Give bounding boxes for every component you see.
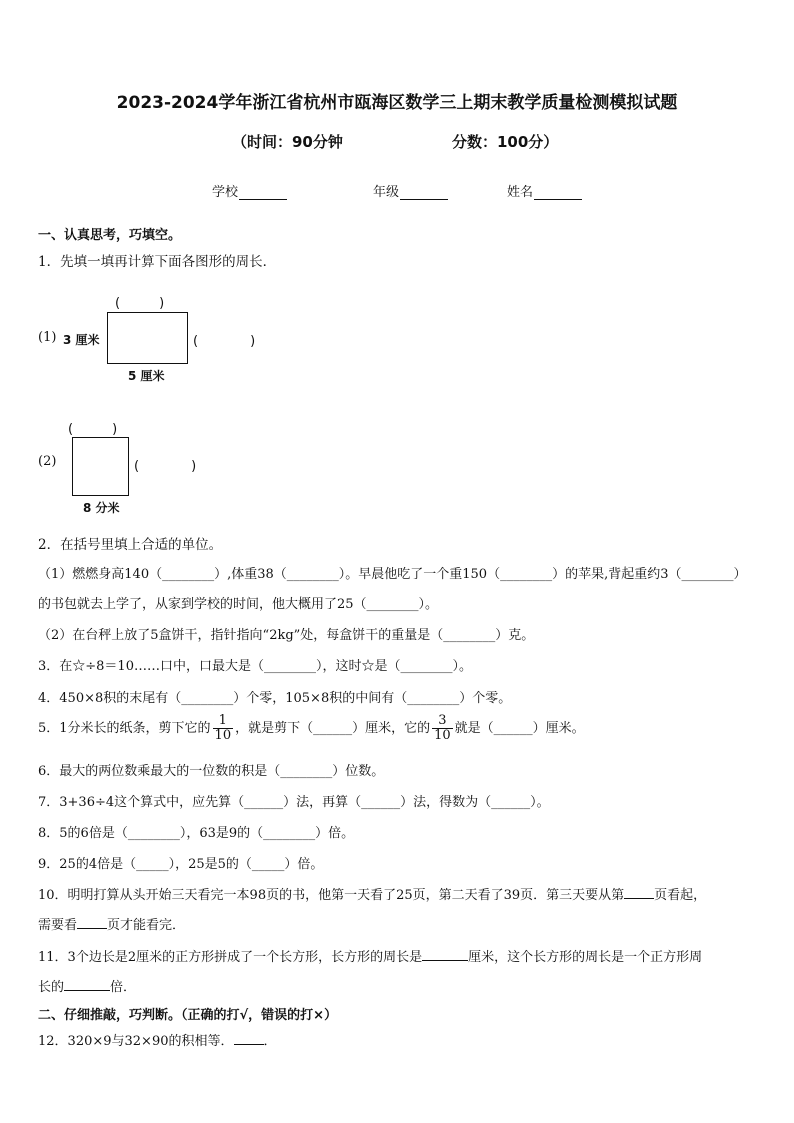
fraction1-numerator: 1: [213, 714, 234, 729]
question-5: [38, 714, 585, 743]
question-7: 7．3+36÷4这个算式中，应先算（______）法，再算（______）法，得数为（______）。: [38, 795, 550, 810]
question-10-blank1[interactable]: [624, 886, 654, 899]
figure2-side-paren[interactable]: ( ): [134, 459, 197, 474]
question-11-part4: 倍．: [110, 980, 137, 995]
figure2-square: [72, 437, 129, 496]
fraction2-denominator: 10: [434, 728, 451, 743]
section2-heading: 二、仔细推敲，巧判断。（正确的打√，错误的打×）: [38, 1008, 338, 1023]
figure1-bottom-text: 5 厘米: [128, 369, 165, 383]
question-9: 9．25的4倍是（_____），25是5的（_____）倍。: [38, 857, 324, 872]
fraction-one-tenth: [213, 714, 234, 743]
section1-heading: 一、认真思考，巧填空。: [38, 228, 182, 243]
question-5-part1: 5．1分米长的纸条，剪下它的: [38, 721, 211, 736]
time-label: （时间：90分钟: [232, 133, 343, 151]
school-blank[interactable]: [239, 186, 287, 200]
question-2-2: （2）在台秤上放了5盒饼干，指针指向“2kg”处，每盒饼干的重量是（________）克。: [38, 628, 535, 643]
figure2-top-paren[interactable]: ( ): [68, 422, 118, 437]
question-12-end: ．: [263, 1034, 277, 1049]
name-blank[interactable]: [534, 186, 582, 200]
question-10-part3: 需要看: [38, 918, 78, 933]
question-12-text: 12．320×9与32×90的积相等．: [38, 1034, 234, 1049]
question-10-part4: 页才能看完．: [107, 918, 186, 933]
question-5-part2: ，就是剪下（______）厘米，它的: [235, 721, 431, 736]
figure2-bottom-text: 8 分米: [83, 501, 120, 515]
question-11-line2: [38, 976, 136, 995]
name-label: 姓名: [507, 185, 534, 200]
question-10-blank2[interactable]: [77, 916, 107, 929]
page-title: 2023-2024学年浙江省杭州市瓯海区数学三上期末教学质量检测模拟试题: [116, 93, 678, 113]
question-4: 4．450×8积的末尾有（________）个零，105×8积的中间有（________）个零。: [38, 691, 512, 706]
question-8: 8．5的6倍是（________），63是9的（________）倍。: [38, 826, 355, 841]
question-11-blank2[interactable]: [64, 978, 110, 991]
question-3: 3．在☆÷8＝10……口中，口最大是（________），这时☆是（________）。: [38, 659, 472, 674]
question-10-line2: [38, 914, 185, 933]
grade-field: [373, 181, 448, 200]
figure1-rectangle: [107, 312, 188, 364]
question-2: 2．在括号里填上合适的单位。: [38, 537, 223, 553]
figure1-side-paren[interactable]: ( ): [193, 334, 256, 349]
figure2-label: (2): [38, 454, 57, 469]
grade-blank[interactable]: [400, 186, 448, 200]
question-11-line1: [38, 946, 702, 965]
school-field: [212, 181, 287, 200]
question-1: 1．先填一填再计算下面各图形的周长．: [38, 254, 277, 270]
question-2-1-line1: （1）燃燃身高140（________）,体重38（________）。早晨他吃了一个重150（________）的苹果,背起重约3（________）: [38, 567, 747, 582]
question-12-blank[interactable]: [234, 1032, 264, 1045]
question-11-part3: 长的: [38, 980, 65, 995]
school-label: 学校: [212, 185, 239, 200]
figure1-left-text: 3 厘米: [63, 333, 100, 347]
name-field: [507, 181, 582, 200]
fraction-three-tenths: [432, 714, 453, 743]
grade-label: 年级: [373, 185, 400, 200]
question-11-part2: 厘米，这个长方形的周长是一个正方形周: [468, 950, 703, 965]
question-11-part1: 11．3个边长是2厘米的正方形拼成了一个长方形，长方形的周长是: [38, 950, 423, 965]
question-2-1-line2: 的书包就去上学了，从家到学校的时间，他大概用了25（________）。: [38, 597, 439, 612]
score-label: 分数：100分）: [452, 133, 559, 151]
question-5-part3: 就是（______）厘米。: [454, 721, 585, 736]
fraction1-denominator: 10: [214, 728, 232, 743]
question-12: [38, 1030, 277, 1049]
fraction2-numerator: 3: [432, 714, 453, 729]
figure1-top-paren[interactable]: ( ): [115, 296, 165, 311]
question-11-blank1[interactable]: [422, 948, 468, 961]
question-10-part2: 页看起，: [654, 888, 707, 903]
question-6: 6．最大的两位数乘最大的一位数的积是（________）位数。: [38, 764, 385, 779]
figure1-label: (1): [38, 330, 57, 345]
question-10-line1: [38, 884, 706, 903]
question-10-part1: 10．明明打算从头开始三天看完一本98页的书，他第一天看了25页，第二天看了39页．第三天要从第: [38, 888, 625, 903]
